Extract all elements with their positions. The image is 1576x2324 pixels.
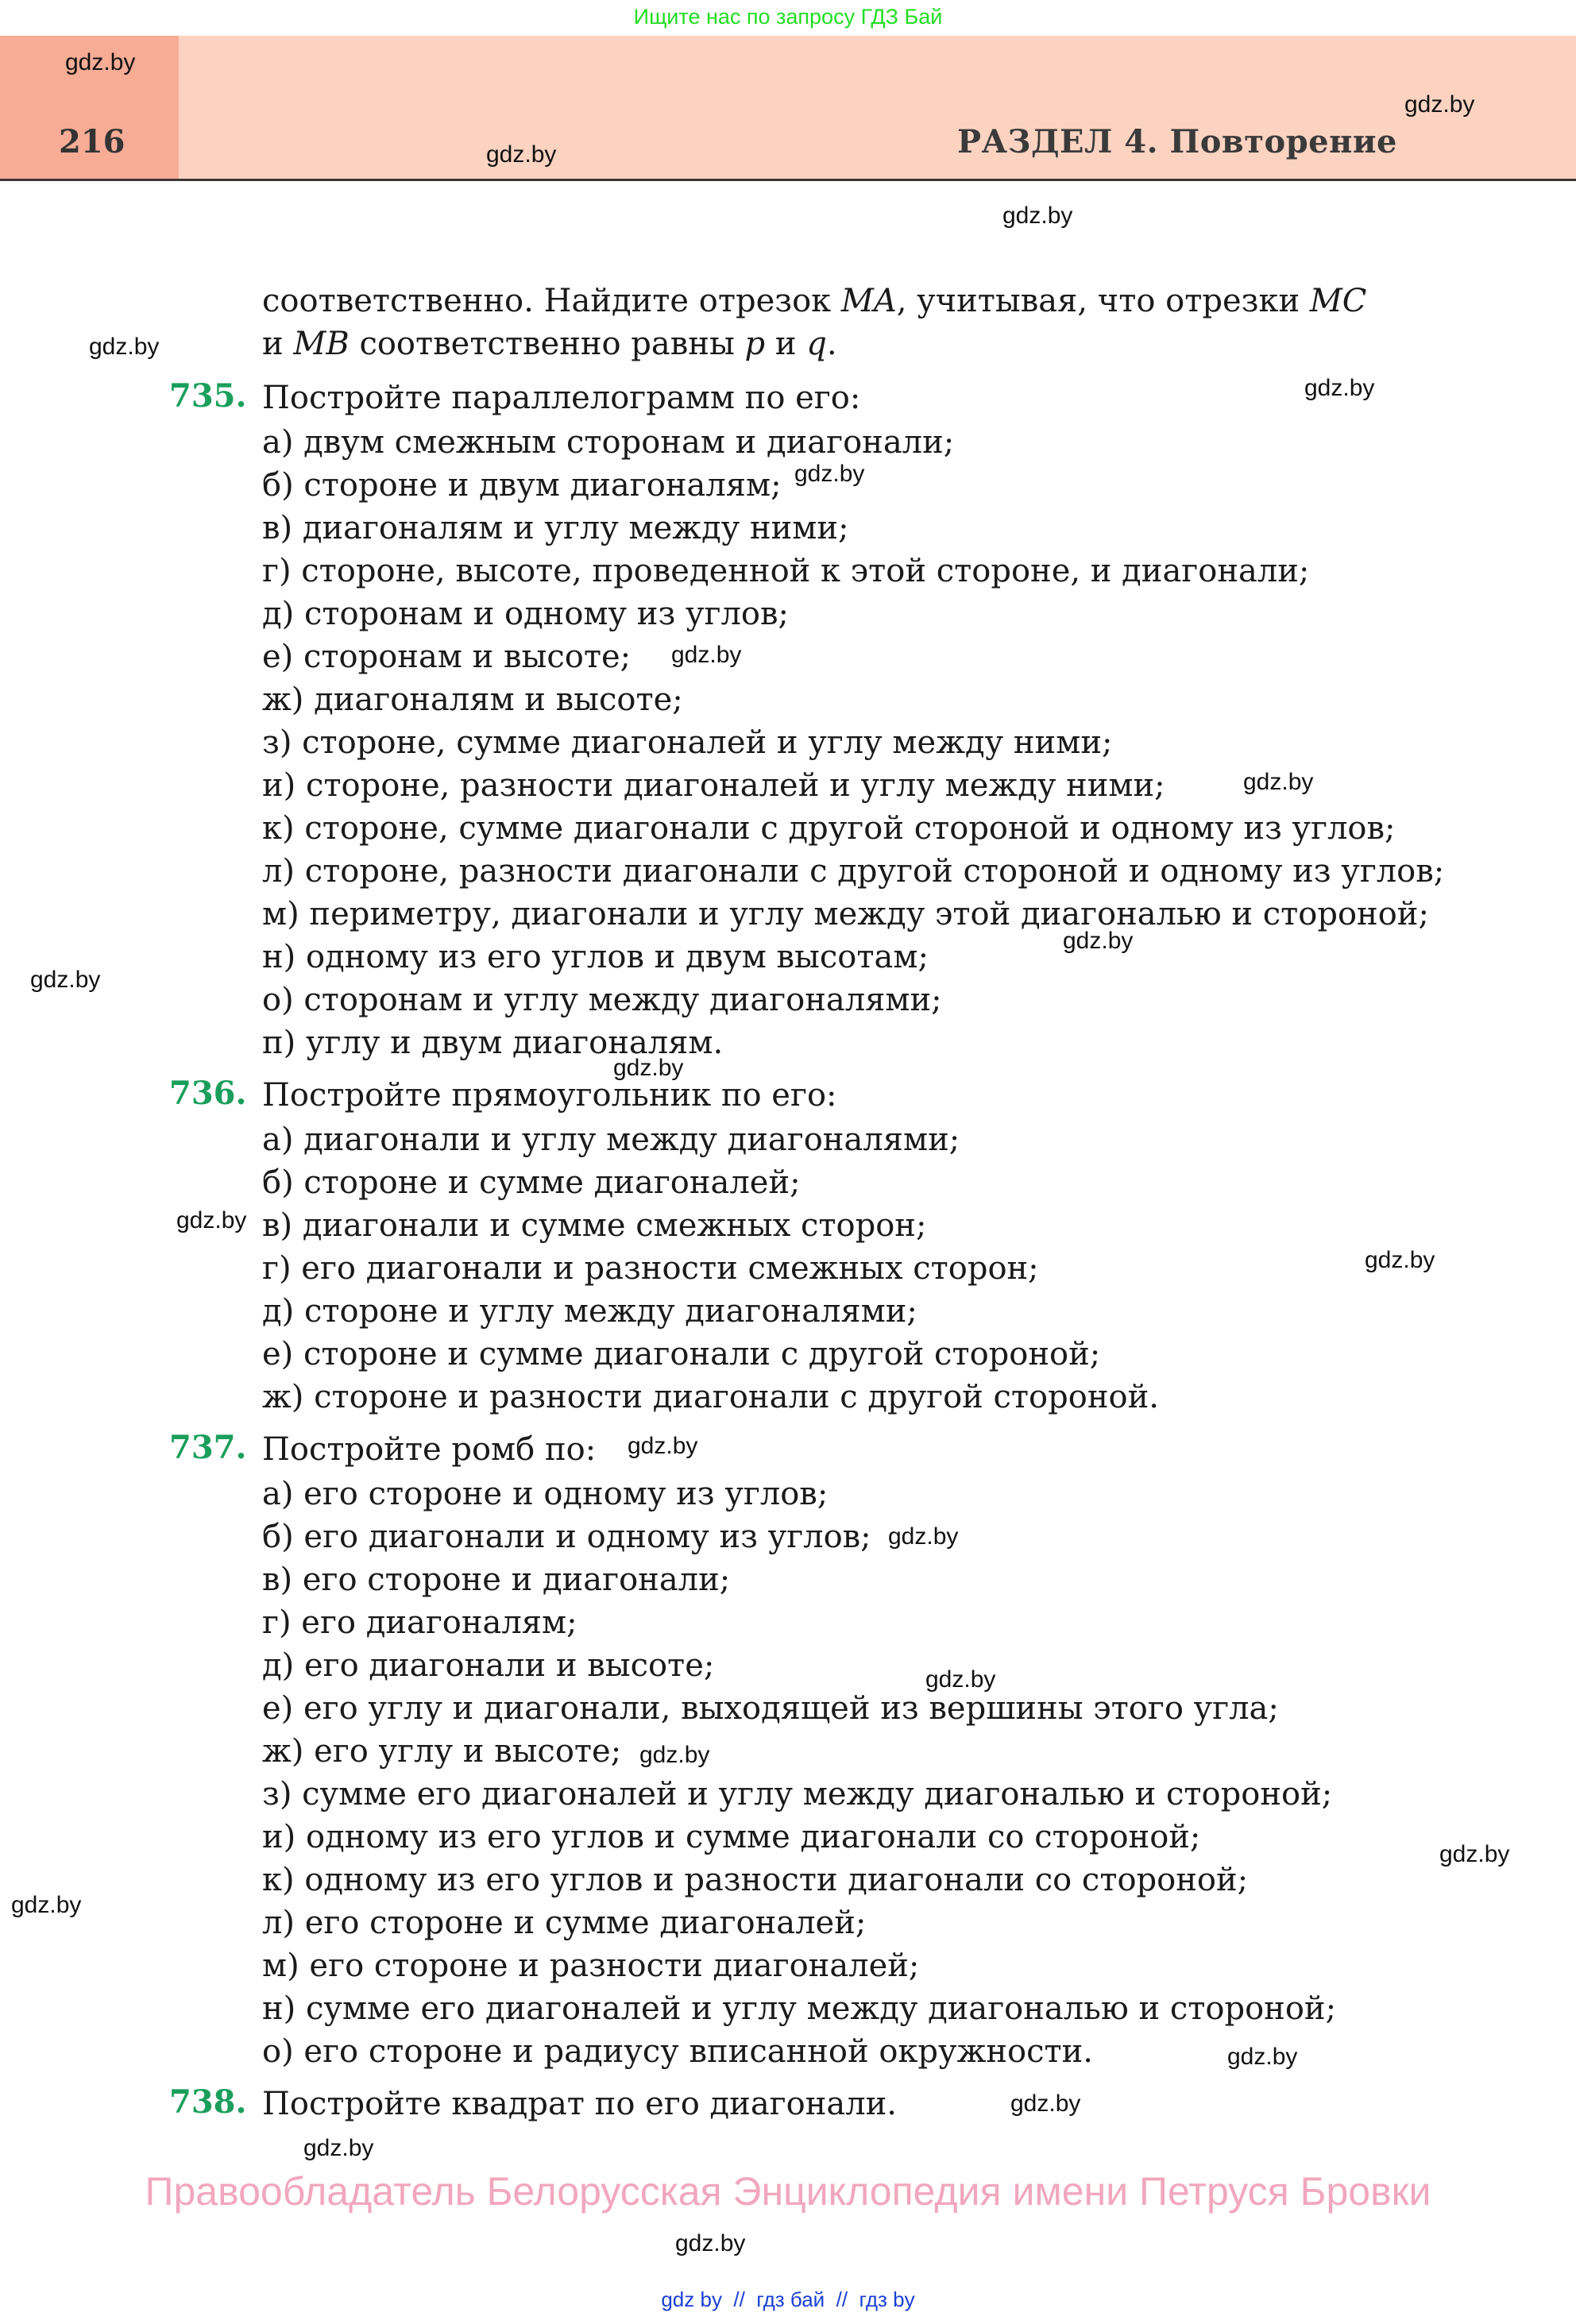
list-item: м) периметру, диагонали и углу между этой диагональю и стороной; [262,896,1429,932]
list-item: б) стороне и двум диагоналям; [262,467,782,504]
list-item: и) одному из его углов и сумме диагонали со стороной; [262,1819,1201,1855]
problem-title: Постройте прямоугольник по его: [262,1077,837,1114]
list-item: м) его стороне и разности диагоналей; [262,1948,920,1984]
page-number: 216 [59,123,126,160]
list-item: к) одному из его углов и разности диагонали со стороной; [262,1862,1249,1898]
math-var: p [744,326,766,362]
list-item: е) стороне и сумме диагонали с другой стороной; [262,1336,1101,1372]
watermark: gdz.by [925,1666,996,1693]
watermark: gdz.by [1439,1841,1510,1867]
watermark: gdz.by [1063,928,1134,954]
list-item: ж) его углу и высоте; [262,1733,622,1770]
text: , учитывая, что отрезки [896,283,1310,319]
list-item: г) его диагонали и разности смежных сторон; [262,1250,1039,1287]
problem-number: 736. [169,1075,247,1112]
problem-number: 735. [169,377,247,415]
section-title: РАЗДЕЛ 4. Повторение [956,123,1397,160]
watermark: gdz.by [1010,2090,1081,2117]
list-item: л) его стороне и сумме диагоналей; [262,1905,867,1941]
list-item: д) сторонам и одному из углов; [262,596,789,632]
list-item: з) сумме его диагоналей и углу между диагональю и стороной; [262,1776,1333,1812]
list-item: ж) диагоналям и высоте; [262,681,683,718]
list-item: л) стороне, разности диагонали с другой стороной и одному из углов; [262,853,1445,890]
list-item: в) диагонали и сумме смежных сторон; [262,1207,927,1244]
list-item: в) диагоналям и углу между ними; [262,510,849,546]
problem-title: Постройте ромб по: [262,1431,597,1468]
problem-title: Постройте квадрат по его диагонали. [262,2086,898,2122]
math-var: MA [840,283,897,319]
top-banner[interactable]: Ищите нас по запросу ГДЗ Бай [633,5,943,29]
list-item: ж) стороне и разности диагонали с другой стороной. [262,1379,1159,1415]
text: и [765,326,807,362]
list-item: о) его стороне и радиусу вписанной окружности. [262,2033,1094,2070]
footer-links[interactable]: gdz by // гдз бай // гдз by [661,2287,915,2311]
list-item: б) его диагонали и одному из углов; [262,1519,871,1555]
text: соответственно. Найдите отрезок [262,283,841,319]
problem-number: 737. [169,1429,247,1466]
list-item: н) сумме его диагоналей и углу между диагональю и стороной; [262,1990,1337,2027]
list-item: а) его стороне и одному из углов; [262,1476,829,1512]
list-item: е) его углу и диагонали, выходящей из вершины этого угла; [262,1690,1279,1727]
list-item: п) углу и двум диагоналям. [262,1025,724,1061]
watermark: gdz.by [1365,1247,1435,1273]
text: . [826,326,837,362]
watermark: gdz.by [888,1523,959,1550]
text: соответственно равны [349,326,745,362]
problem-number: 738. [169,2083,247,2121]
math-var: MB [293,326,350,362]
list-item: д) его диагонали и высоте; [262,1647,715,1684]
watermark: gdz.by [303,2135,374,2161]
list-item: з) стороне, сумме диагоналей и углу между ними; [262,724,1113,761]
list-item: е) сторонам и высоте; [262,639,632,675]
list-item: а) двум смежным сторонам и диагонали; [262,424,955,461]
intro-line-1 [262,280,1366,322]
watermark: gdz.by [1227,2044,1298,2070]
list-item: г) стороне, высоте, проведенной к этой стороне, и диагонали; [262,553,1310,589]
watermark: gdz.by [486,141,557,168]
list-item: о) сторонам и углу между диагоналями; [262,982,942,1018]
watermark: gdz.by [65,49,136,75]
watermark: gdz.by [1304,375,1375,401]
watermark: gdz.by [613,1055,684,1081]
watermark: gdz.by [176,1207,247,1233]
list-item: г) его диагоналям; [262,1604,577,1641]
text: и [262,326,294,362]
math-var: q [806,326,827,362]
watermark: gdz.by [1243,769,1314,795]
problem-title: Постройте параллелограмм по его: [262,380,861,416]
list-item: и) стороне, разности диагоналей и углу между ними; [262,767,1165,804]
watermark: gdz.by [89,334,160,360]
watermark: gdz.by [628,1433,698,1459]
list-item: б) стороне и сумме диагоналей; [262,1164,801,1201]
list-item: к) стороне, сумме диагонали с другой стороной и одному из углов; [262,810,1396,847]
intro-line-2 [262,322,837,365]
watermark: gdz.by [1002,203,1073,229]
page-header [0,36,1576,181]
watermark: gdz.by [675,2230,746,2256]
watermark: gdz.by [11,1892,82,1918]
watermark: gdz.by [671,642,742,668]
math-var: MC [1309,283,1367,319]
copyright-notice: Правообладатель Белорусская Энциклопедия имени Петруся Бровки [145,2169,1431,2214]
list-item: в) его стороне и диагонали; [262,1562,731,1598]
watermark: gdz.by [639,1742,710,1768]
list-item: н) одному из его углов и двум высотам; [262,939,929,975]
watermark: gdz.by [1404,91,1475,118]
list-item: д) стороне и углу между диагоналями; [262,1293,917,1330]
watermark: gdz.by [30,967,101,993]
list-item: а) диагонали и углу между диагоналями; [262,1121,960,1158]
watermark: gdz.by [794,461,865,487]
